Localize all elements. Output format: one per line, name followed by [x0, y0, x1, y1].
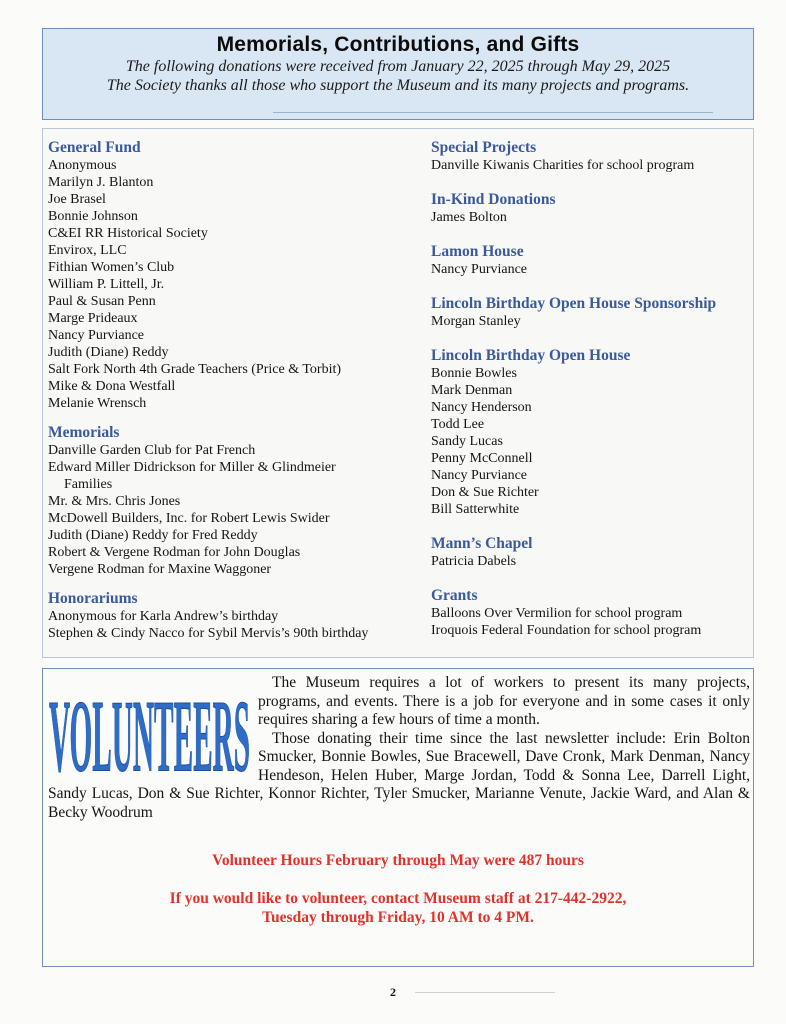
donor-entry: Envirox, LLC — [48, 243, 127, 258]
volunteers-names: Those donating their time since the last newsletter include: Erin Bolton Smucker, Bonnie Bowles, Sue Bracewell, Dave Cronk, Mark Denman, Nancy Hendeson, Helen Huber, Marge Jordan, Todd & Sonna Lee, Darrell Light, Sandy Lucas, Don & Sue Richter, Konnor Richter, Tyler Smucker, Marianne Venute, Jackie Ward, and Alan & Becky Woodrum — [48, 729, 750, 821]
donor-entry: Mike & Dona Westfall — [48, 379, 176, 394]
page-title: Memorials, Contributions, and Gifts — [216, 33, 580, 56]
donor-entry: Morgan Stanley — [431, 314, 521, 329]
donor-entry: Mark Denman — [431, 383, 513, 398]
section-heading: Lincoln Birthday Open House — [431, 347, 631, 364]
left-column — [48, 139, 426, 642]
donor-entry: Iroquois Federal Foundation for school program — [431, 623, 702, 638]
donor-entry: Bill Satterwhite — [431, 502, 520, 517]
donor-entry: Fithian Women’s Club — [48, 260, 175, 275]
donor-entry: Melanie Wrensch — [48, 396, 147, 411]
donor-entry: Todd Lee — [431, 417, 485, 432]
thanks-note: The Society thanks all those who support the Museum and its many projects and programs. — [106, 77, 690, 94]
donor-entry: Sandy Lucas — [431, 434, 503, 449]
donor-entry: Balloons Over Vermilion for school program — [431, 606, 683, 621]
donor-entry: Don & Sue Richter — [431, 485, 539, 500]
donor-entry: Anonymous for Karla Andrew’s birthday — [48, 609, 279, 624]
donor-entry: William P. Littell, Jr. — [48, 277, 165, 292]
svg-text:VOLUNTEERS: VOLUNTEERS — [49, 680, 250, 773]
donor-entry: McDowell Builders, Inc. for Robert Lewis Swider — [48, 511, 330, 526]
section-heading: General Fund — [48, 139, 141, 156]
section-heading: Special Projects — [431, 139, 537, 156]
volunteer-contact-line1: If you would like to volunteer, contact Museum staff at 217-442-2922, — [169, 890, 627, 907]
donor-entry: Robert & Vergene Rodman for John Douglas — [48, 545, 301, 560]
section-heading: Lincoln Birthday Open House Sponsorship — [431, 295, 717, 312]
section-heading: Grants — [431, 587, 478, 604]
donor-entry: Edward Miller Didrickson for Miller & Glindmeier — [48, 460, 336, 475]
donor-entry: Marge Prideaux — [48, 311, 138, 326]
volunteers-panel — [42, 668, 754, 967]
donor-entry: Danville Garden Club for Pat French — [48, 443, 256, 458]
footer-rule — [415, 992, 555, 993]
section-heading: Memorials — [48, 424, 120, 441]
donor-entry: Marilyn J. Blanton — [48, 175, 154, 190]
donor-entry: Nancy Purviance — [48, 328, 145, 343]
donor-entry: Judith (Diane) Reddy — [48, 345, 169, 360]
volunteers-intro: The Museum requires a lot of workers to present its many projects, programs, and events. There is a job for everyone and in some cases it only requires sharing a few hours of time a month. — [258, 674, 750, 728]
section-heading: Honorariums — [48, 590, 138, 607]
volunteer-contact-line2: Tuesday through Friday, 10 AM to 4 PM. — [262, 909, 534, 926]
header-divider — [273, 112, 713, 113]
volunteer-hours: Volunteer Hours February through May were 487 hours — [212, 852, 584, 869]
volunteers-text — [48, 674, 750, 822]
donor-entry: James Bolton — [431, 210, 507, 225]
donor-entry: Bonnie Bowles — [431, 366, 517, 381]
donations-panel — [42, 128, 754, 658]
right-column — [431, 139, 749, 639]
section-heading: Mann’s Chapel — [431, 535, 533, 552]
donor-entry: Mr. & Mrs. Chris Jones — [48, 494, 181, 509]
donor-entry: Penny McConnell — [431, 451, 533, 466]
donor-entry: Anonymous — [48, 158, 117, 173]
header-banner — [42, 28, 754, 120]
donor-entry: Patricia Dabels — [431, 554, 517, 569]
donor-entry: Vergene Rodman for Maxine Waggoner — [48, 562, 272, 577]
donor-entry: C&EI RR Historical Society — [48, 226, 208, 241]
donor-entry: Families — [64, 477, 113, 492]
section-heading: In-Kind Donations — [431, 191, 556, 208]
donor-entry: Nancy Henderson — [431, 400, 532, 415]
donor-entry: Bonnie Johnson — [48, 209, 138, 224]
donor-entry: Danville Kiwanis Charities for school program — [431, 158, 695, 173]
donor-entry: Stephen & Cindy Nacco for Sybil Mervis’s 90th birthday — [48, 626, 369, 641]
date-range-note: The following donations were received from January 22, 2025 through May 29, 2025 — [125, 58, 671, 75]
donor-entry: Salt Fork North 4th Grade Teachers (Price & Torbit) — [48, 362, 342, 377]
donor-entry: Nancy Purviance — [431, 468, 528, 483]
donor-entry: Paul & Susan Penn — [48, 294, 156, 309]
donor-entry: Nancy Purviance — [431, 262, 528, 277]
section-heading: Lamon House — [431, 243, 524, 260]
donor-entry: Joe Brasel — [48, 192, 106, 207]
page-number: 2 — [0, 985, 786, 1000]
donor-entry: Judith (Diane) Reddy for Fred Reddy — [48, 528, 258, 543]
